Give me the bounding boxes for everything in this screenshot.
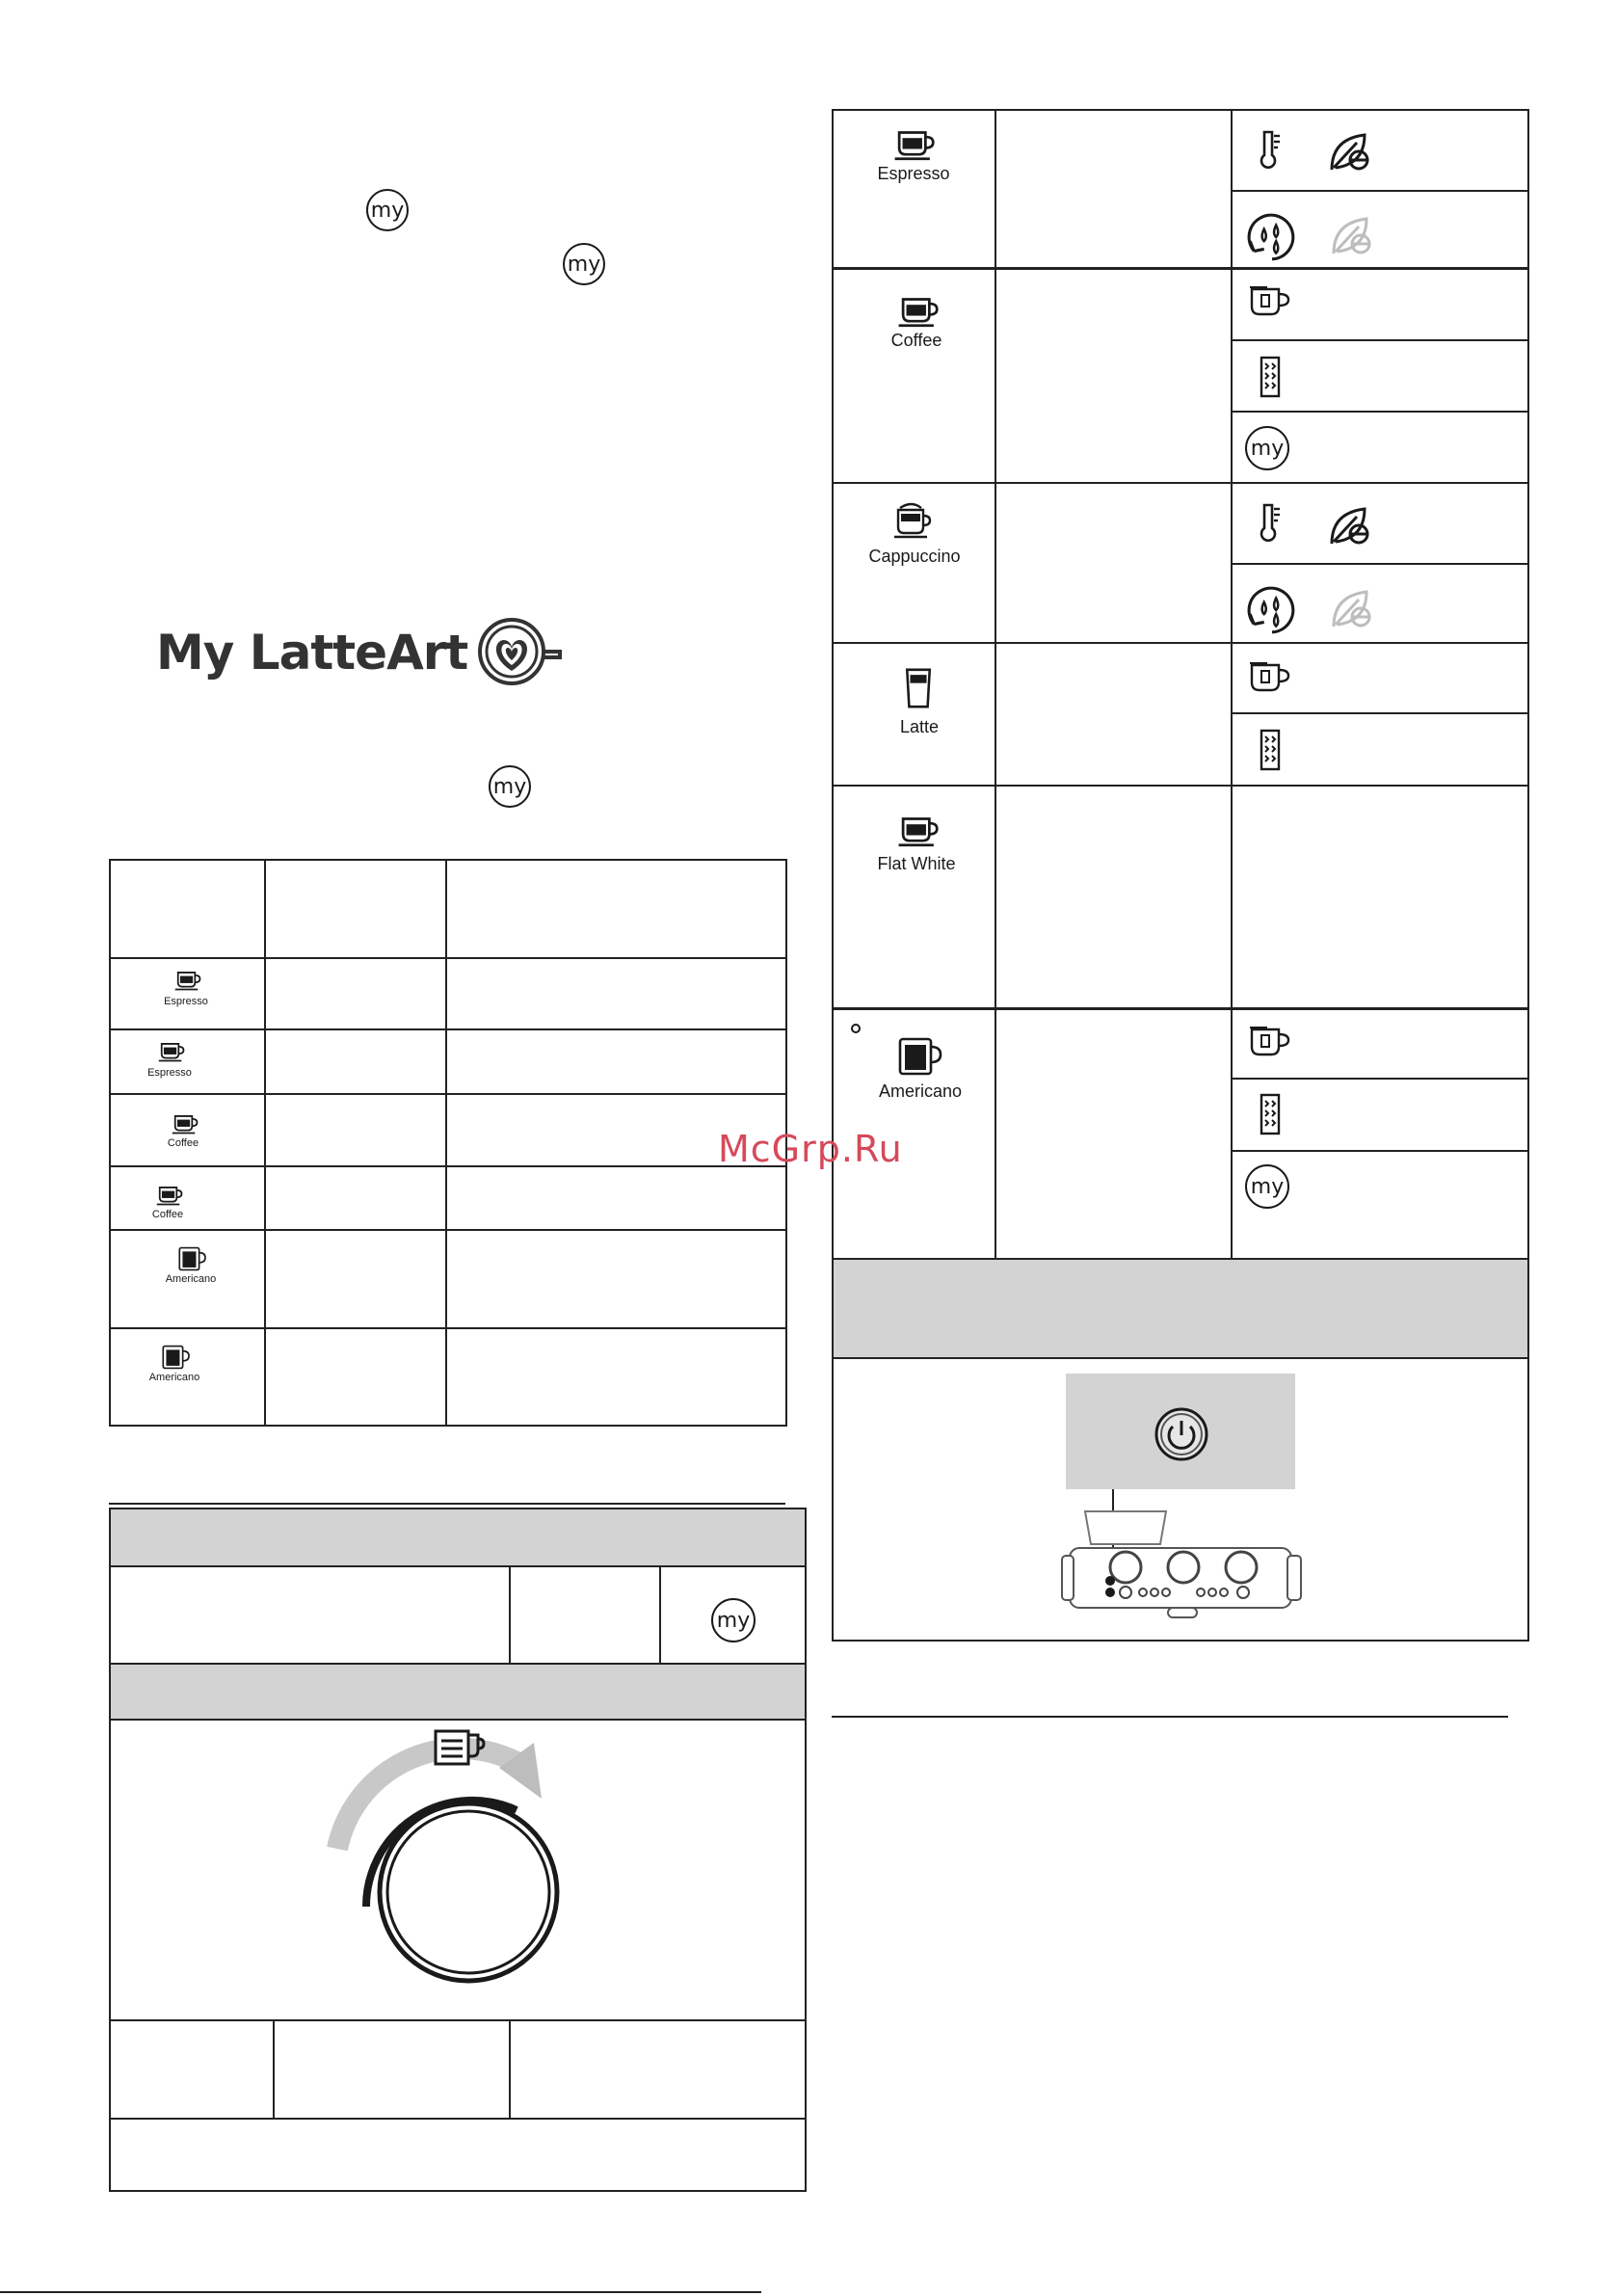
leaf-icon	[1326, 131, 1374, 174]
table-row-label: Coffee	[151, 1209, 184, 1220]
watermark: McGrp.Ru	[718, 1128, 903, 1170]
power-icon[interactable]	[1154, 1407, 1208, 1461]
mug-icon	[160, 1344, 191, 1371]
my-button-icon: my	[1245, 1164, 1289, 1209]
mug-icon	[896, 1035, 942, 1078]
cup-size-icon	[1248, 1026, 1292, 1058]
cup-icon	[171, 1113, 199, 1135]
thermometer-icon	[1255, 501, 1284, 544]
table-row-label: Espresso	[147, 1067, 192, 1079]
table-row-label: Flat White	[877, 854, 956, 873]
notice-band	[834, 1260, 1527, 1357]
table-header-band	[111, 1665, 805, 1719]
table-row-label: Americano	[165, 1273, 217, 1285]
bullet-mark	[851, 1024, 861, 1033]
table-row-label: Espresso	[877, 164, 950, 183]
cup-size-icon	[1248, 661, 1292, 694]
espresso-machine-illustration	[1060, 1509, 1311, 1625]
my-latteart-logo: My LatteArt	[156, 625, 468, 681]
cup-icon	[157, 1041, 186, 1062]
table-row-label: Espresso	[164, 996, 208, 1007]
latte-glass-icon	[903, 665, 934, 711]
cup-icon	[896, 295, 941, 328]
cup-icon	[892, 128, 937, 161]
my-button-icon: my	[1245, 426, 1289, 470]
latte-art-heart-icon	[477, 615, 564, 688]
grind-icon	[1256, 729, 1285, 771]
cup-icon	[896, 814, 941, 847]
my-button-icon: my	[366, 189, 409, 231]
cappuccino-icon	[890, 500, 933, 539]
thermometer-icon	[1255, 128, 1284, 171]
table-row-label: Coffee	[890, 331, 942, 350]
table-row-label: Americano	[148, 1372, 200, 1383]
my-button-icon: my	[489, 765, 531, 808]
grind-icon	[1256, 356, 1285, 398]
leaf-icon	[1326, 505, 1374, 547]
rotary-dial-icon	[324, 1723, 584, 1984]
table-row-label: Latte	[899, 717, 940, 736]
table-header-band	[111, 1509, 805, 1565]
cup-icon	[173, 970, 202, 991]
cup-icon	[155, 1185, 184, 1206]
table-row-label: Americano	[878, 1081, 963, 1101]
leaf-icon	[1328, 215, 1376, 257]
my-button-icon: my	[563, 243, 605, 285]
leaf-icon	[1328, 588, 1376, 630]
cleaning-cycle-icon	[1246, 211, 1298, 263]
table-row-label: Cappuccino	[868, 547, 961, 566]
table-row-label: Coffee	[167, 1137, 199, 1149]
my-button-icon: my	[711, 1598, 756, 1642]
cleaning-cycle-icon	[1246, 584, 1298, 636]
mug-icon	[176, 1245, 207, 1272]
cup-size-icon	[1248, 285, 1292, 318]
grind-icon	[1256, 1093, 1285, 1135]
